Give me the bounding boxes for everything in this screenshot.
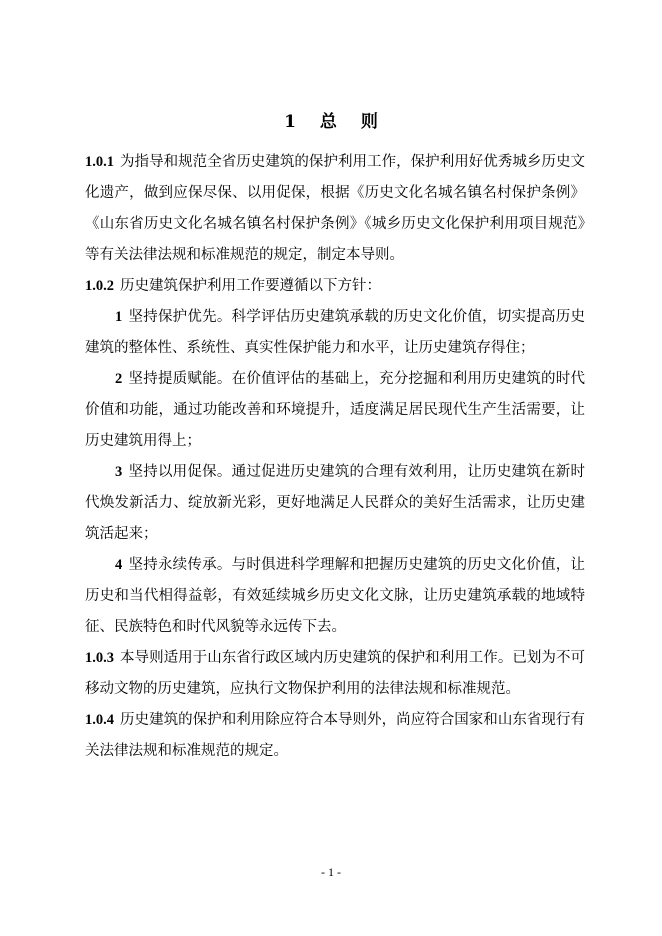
chapter-title-part1: 总: [319, 112, 337, 132]
clause-1-0-3: [85, 643, 585, 705]
clause-text: 历史建筑保护利用工作要遵循以下方针：: [120, 278, 381, 294]
clause-text: 历史建筑的保护和利用除应符合本导则外，尚应符合国家和山东省现行有关法律法规和标准规范的规定。: [85, 712, 585, 759]
chapter-body: [85, 147, 585, 767]
item-number: 4: [115, 557, 123, 573]
chapter-title: [0, 107, 662, 132]
list-item: [85, 457, 585, 550]
clause-number: 1.0.4: [85, 712, 114, 728]
clause-1-0-1: [85, 147, 585, 271]
list-item: [85, 550, 585, 643]
clause-number: 1.0.3: [85, 650, 114, 666]
item-number: 3: [115, 464, 123, 480]
item-text: 坚持以用促保。通过促进历史建筑的合理有效利用，让历史建筑在新时代焕发新活力、绽放新光彩，更好地满足人民群众的美好生活需求，让历史建筑活起来；: [85, 464, 585, 542]
chapter-number: 1: [284, 112, 296, 132]
chapter-title-part2: 则: [360, 112, 378, 132]
list-item: [85, 302, 585, 364]
clause-text: 为指导和规范全省历史建筑的保护利用工作，保护利用好优秀城乡历史文化遗产，做到应保尽保、以用促保，根据《历史文化名城名镇名村保护条例》《山东省历史文化名城名镇名村保护条例》《城乡历史文化保护利用项目规范》等有关法律法规和标准规范的规定，制定本导则。: [85, 154, 585, 263]
item-number: 2: [115, 371, 123, 387]
clause-text: 本导则适用于山东省行政区域内历史建筑的保护和利用工作。已划为不可移动文物的历史建筑，应执行文物保护利用的法律法规和标准规范。: [85, 650, 585, 697]
item-text: 坚持永续传承。与时俱进科学理解和把握历史建筑的历史文化价值，让历史和当代相得益彰，有效延续城乡历史文化文脉，让历史建筑承载的地域特征、民族特色和时代风貌等永远传下去。: [85, 557, 585, 635]
clause-1-0-4: [85, 705, 585, 767]
clause-1-0-2: [85, 271, 585, 302]
item-text: 坚持提质赋能。在价值评估的基础上，充分挖掘和利用历史建筑的时代价值和功能，通过功能改善和环境提升，适度满足居民现代生产生活需要，让历史建筑用得上；: [85, 371, 585, 449]
clause-number: 1.0.1: [85, 154, 114, 170]
list-item: [85, 364, 585, 457]
page-number: - 1 -: [321, 865, 341, 879]
item-text: 坚持保护优先。科学评估历史建筑承载的历史文化价值，切实提高历史建筑的整体性、系统性、真实性保护能力和水平，让历史建筑存得住；: [85, 309, 585, 356]
item-number: 1: [115, 309, 123, 325]
clause-number: 1.0.2: [85, 278, 114, 294]
